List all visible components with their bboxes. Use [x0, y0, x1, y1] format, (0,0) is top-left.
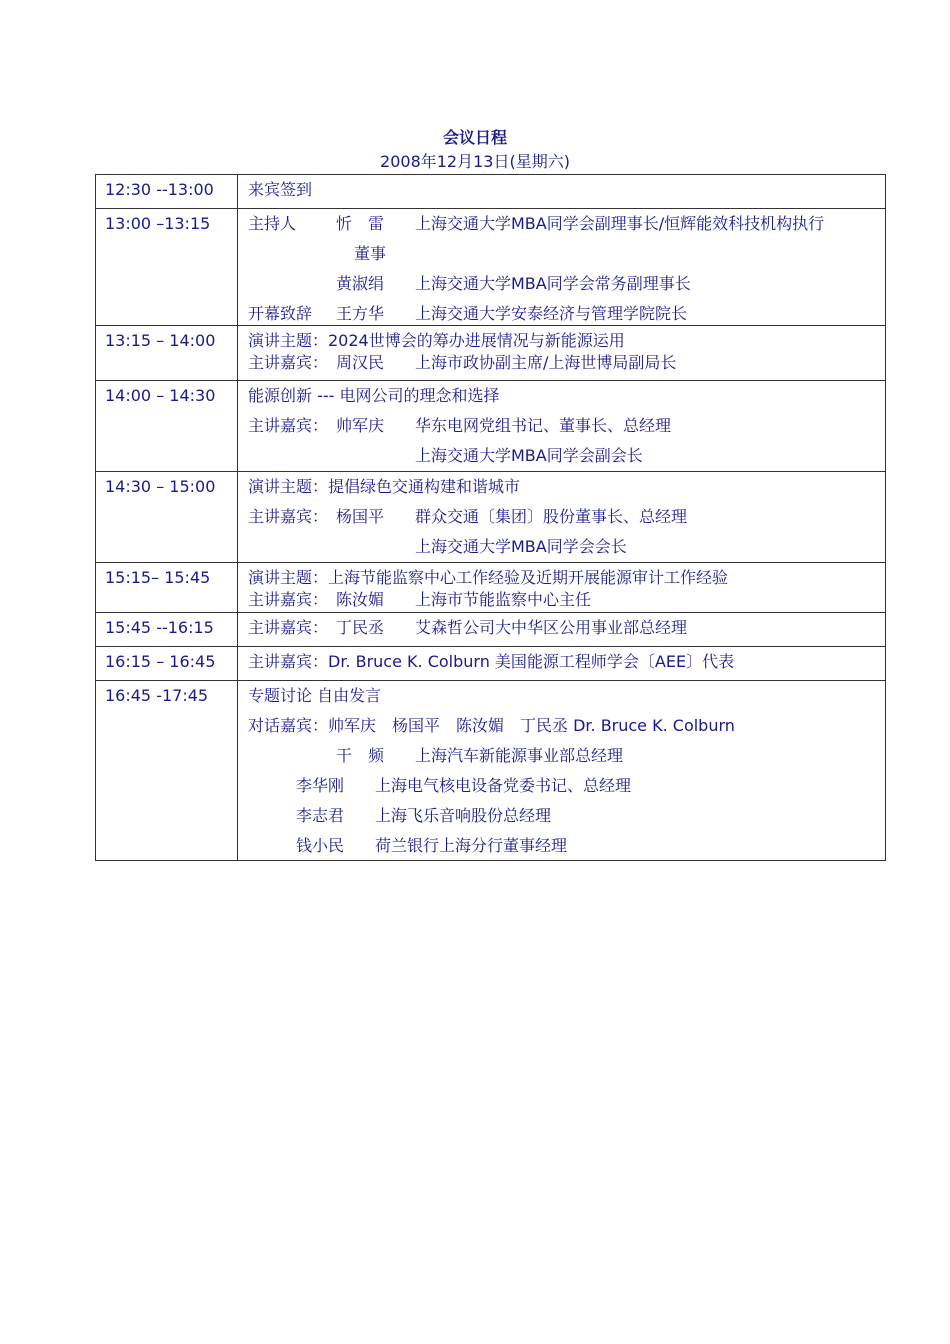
opening-name: 王方华 [336, 304, 385, 323]
dialog-guests: 对话嘉宾：帅军庆 杨国平 陈汝媚 丁民丞 Dr. Bruce K. Colburn [248, 716, 735, 735]
guest-title: 上海汽车新能源事业部总经理 [415, 746, 624, 765]
speaker-name: 杨国平 [336, 507, 385, 526]
host-title: 上海交通大学MBA同学会常务副理事长 [415, 274, 691, 293]
speaker-label: 主讲嘉宾： [248, 353, 329, 372]
host-title-cont: 董事 [354, 244, 387, 263]
time-cell: 15:45 --16:15 [96, 613, 238, 647]
speaker-label: 主讲嘉宾： [248, 507, 329, 526]
topic-text: 演讲主题：2024世博会的筹办进展情况与新能源运用 [248, 331, 625, 350]
table-row [96, 326, 886, 381]
speaker-title: 华东电网党组书记、董事长、总经理 [415, 416, 672, 435]
speaker-title: 上海交通大学MBA同学会副会长 [415, 446, 643, 465]
speaker-name: 陈汝媚 [336, 590, 385, 609]
host-name: 黄淑绢 [336, 274, 385, 293]
opening-title: 上海交通大学安泰经济与管理学院院长 [415, 304, 688, 323]
table-row [96, 381, 886, 472]
page-title: 会议日程 [442, 128, 507, 147]
content-cell [238, 326, 886, 381]
table-row [96, 681, 886, 861]
content-cell [238, 381, 886, 472]
host-title: 上海交通大学MBA同学会副理事长/恒辉能效科技机构执行 [415, 214, 825, 233]
content-cell [238, 647, 886, 681]
guest-title: 上海电气核电设备党委书记、总经理 [375, 776, 632, 795]
content-cell [238, 175, 886, 209]
page-date: 2008年12月13日(星期六) [380, 152, 570, 171]
content-cell [238, 613, 886, 647]
speaker-name: 周汉民 [336, 353, 385, 372]
time-cell: 15:15– 15:45 [96, 563, 238, 613]
speaker-title: 艾森哲公司大中华区公用事业部总经理 [415, 618, 688, 637]
time-cell: 16:15 – 16:45 [96, 647, 238, 681]
time-cell: 12:30 --13:00 [96, 175, 238, 209]
table-row [96, 647, 886, 681]
topic-text: 演讲主题：上海节能监察中心工作经验及近期开展能源审计工作经验 [248, 568, 729, 587]
time-cell: 14:00 – 14:30 [96, 381, 238, 472]
guest-name: 李志君 [296, 806, 345, 825]
opening-label: 开幕致辞 [248, 304, 313, 323]
host-name: 忻 雷 [336, 214, 385, 233]
content-cell [238, 472, 886, 563]
time-cell: 13:00 –13:15 [96, 209, 238, 326]
time-cell: 14:30 – 15:00 [96, 472, 238, 563]
guest-title: 上海飞乐音响股份总经理 [375, 806, 552, 825]
content-cell [238, 209, 886, 326]
speaker-name: 帅军庆 [336, 416, 385, 435]
speaker-title: 群众交通〔集团〕股份董事长、总经理 [415, 507, 688, 526]
speaker-label: 主讲嘉宾： [248, 590, 329, 609]
speaker-title: 上海市政协副主席/上海世博局副局长 [415, 353, 677, 372]
topic-text: 专题讨论 自由发言 [248, 686, 382, 705]
speaker-name: 丁民丞 [336, 618, 385, 637]
welcome-text: 来宾签到 [248, 180, 313, 199]
time-cell: 13:15 – 14:00 [96, 326, 238, 381]
topic-text: 能源创新 --- 电网公司的理念和选择 [248, 386, 500, 405]
guest-name: 李华刚 [296, 776, 345, 795]
table-row [96, 472, 886, 563]
content-cell [238, 681, 886, 861]
speaker-label: 主讲嘉宾： [248, 416, 329, 435]
guest-name: 钱小民 [296, 836, 345, 855]
speaker-title: 上海市节能监察中心主任 [415, 590, 592, 609]
guest-title: 荷兰银行上海分行董事经理 [375, 836, 568, 855]
host-label: 主持人 [248, 214, 297, 233]
guest-name: 干 频 [336, 746, 385, 765]
table-row [96, 175, 886, 209]
schedule-table [95, 174, 886, 861]
speaker-text: 主讲嘉宾：Dr. Bruce K. Colburn 美国能源工程师学会〔AEE〕代表 [248, 652, 735, 671]
speaker-title: 上海交通大学MBA同学会会长 [415, 537, 627, 556]
table-row [96, 209, 886, 326]
time-cell: 16:45 -17:45 [96, 681, 238, 861]
speaker-label: 主讲嘉宾： [248, 618, 329, 637]
topic-text: 演讲主题：提倡绿色交通构建和谐城市 [248, 477, 521, 496]
table-row [96, 613, 886, 647]
content-cell [238, 563, 886, 613]
table-row [96, 563, 886, 613]
